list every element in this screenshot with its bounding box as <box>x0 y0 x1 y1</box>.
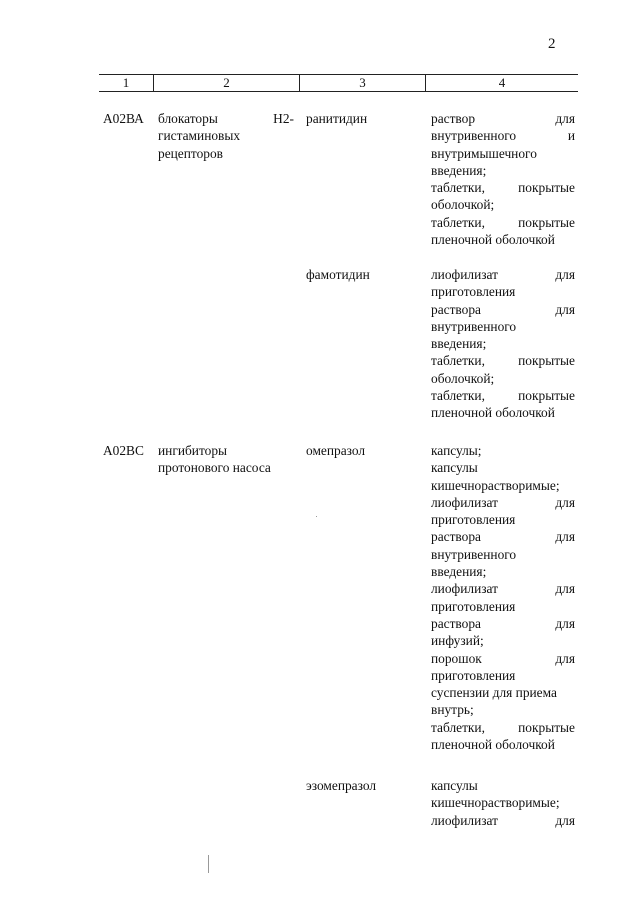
form-line: внутривенного и <box>431 128 575 144</box>
column-header-2: 2 <box>154 75 300 91</box>
form-line: введения; <box>431 162 487 178</box>
drug-group <box>158 442 294 477</box>
form-line: таблетки, покрытые <box>431 719 575 735</box>
drug-name: омепразол <box>306 443 366 458</box>
form-line: порошок для <box>431 650 575 666</box>
form-line: введения; <box>431 336 487 352</box>
form-line: оболочкой; <box>431 370 495 386</box>
scan-speck <box>208 855 209 873</box>
scan-speck <box>316 516 317 517</box>
dosage-forms <box>431 442 575 753</box>
drug-name: ранитидин <box>306 111 368 126</box>
form-line: раствор для <box>431 111 575 126</box>
drug-name: фамотидин <box>306 267 370 282</box>
form-line: пленочной оболочкой <box>431 232 555 248</box>
form-line: капсулы; <box>431 443 482 458</box>
form-line: инфузий; <box>431 633 484 649</box>
form-line: кишечнорастворимые; <box>431 477 560 493</box>
form-line: суспензии для приема <box>431 685 557 701</box>
column-header-4: 4 <box>498 75 506 90</box>
dosage-forms <box>431 266 575 422</box>
group-line: ингибиторы <box>158 443 228 458</box>
form-line: приготовления <box>431 512 516 528</box>
form-line: таблетки, покрытые <box>431 388 575 404</box>
form-line: внутривенного <box>431 318 517 334</box>
form-line: таблетки, покрытые <box>431 353 575 369</box>
form-line: кишечнорастворимые; <box>431 795 560 811</box>
group-line: рецепторов <box>158 145 223 161</box>
drug-group <box>158 110 294 162</box>
group-line: протонового насоса <box>158 460 271 476</box>
atc-code: А02ВС <box>103 443 144 458</box>
form-line: лиофилизат для <box>431 267 575 282</box>
form-line: раствора для <box>431 615 575 631</box>
form-line: лиофилизат для <box>431 812 575 828</box>
form-line: пленочной оболочкой <box>431 405 555 421</box>
column-header-3: 3 <box>300 75 426 91</box>
form-line: лиофилизат для <box>431 494 575 510</box>
form-line: внутримышечного <box>431 145 537 161</box>
form-line: оболочкой; <box>431 197 495 213</box>
form-line: внутривенного <box>431 546 517 562</box>
form-line: пленочной оболочкой <box>431 737 555 753</box>
table-column-header <box>99 74 578 92</box>
dosage-forms <box>431 110 575 248</box>
form-line: введения; <box>431 564 487 580</box>
form-line: раствора для <box>431 301 575 317</box>
form-line: приготовления <box>431 284 516 300</box>
column-header-1: 1 <box>99 75 154 91</box>
form-line: приготовления <box>431 667 516 683</box>
form-line: раствора для <box>431 529 575 545</box>
form-line: капсулы <box>431 778 478 793</box>
group-line: гистаминовых <box>158 128 241 144</box>
form-line: внутрь; <box>431 702 474 718</box>
dosage-forms <box>431 777 575 829</box>
form-line: таблетки, покрытые <box>431 214 575 230</box>
form-line: капсулы <box>431 460 478 476</box>
form-line: таблетки, покрытые <box>431 180 575 196</box>
form-line: приготовления <box>431 598 516 614</box>
atc-code: А02ВА <box>103 111 144 126</box>
page-number: 2 <box>548 36 556 52</box>
group-line: блокаторы Н2- <box>158 111 294 126</box>
drug-name: эзомепразол <box>306 778 377 793</box>
form-line: лиофилизат для <box>431 581 575 597</box>
